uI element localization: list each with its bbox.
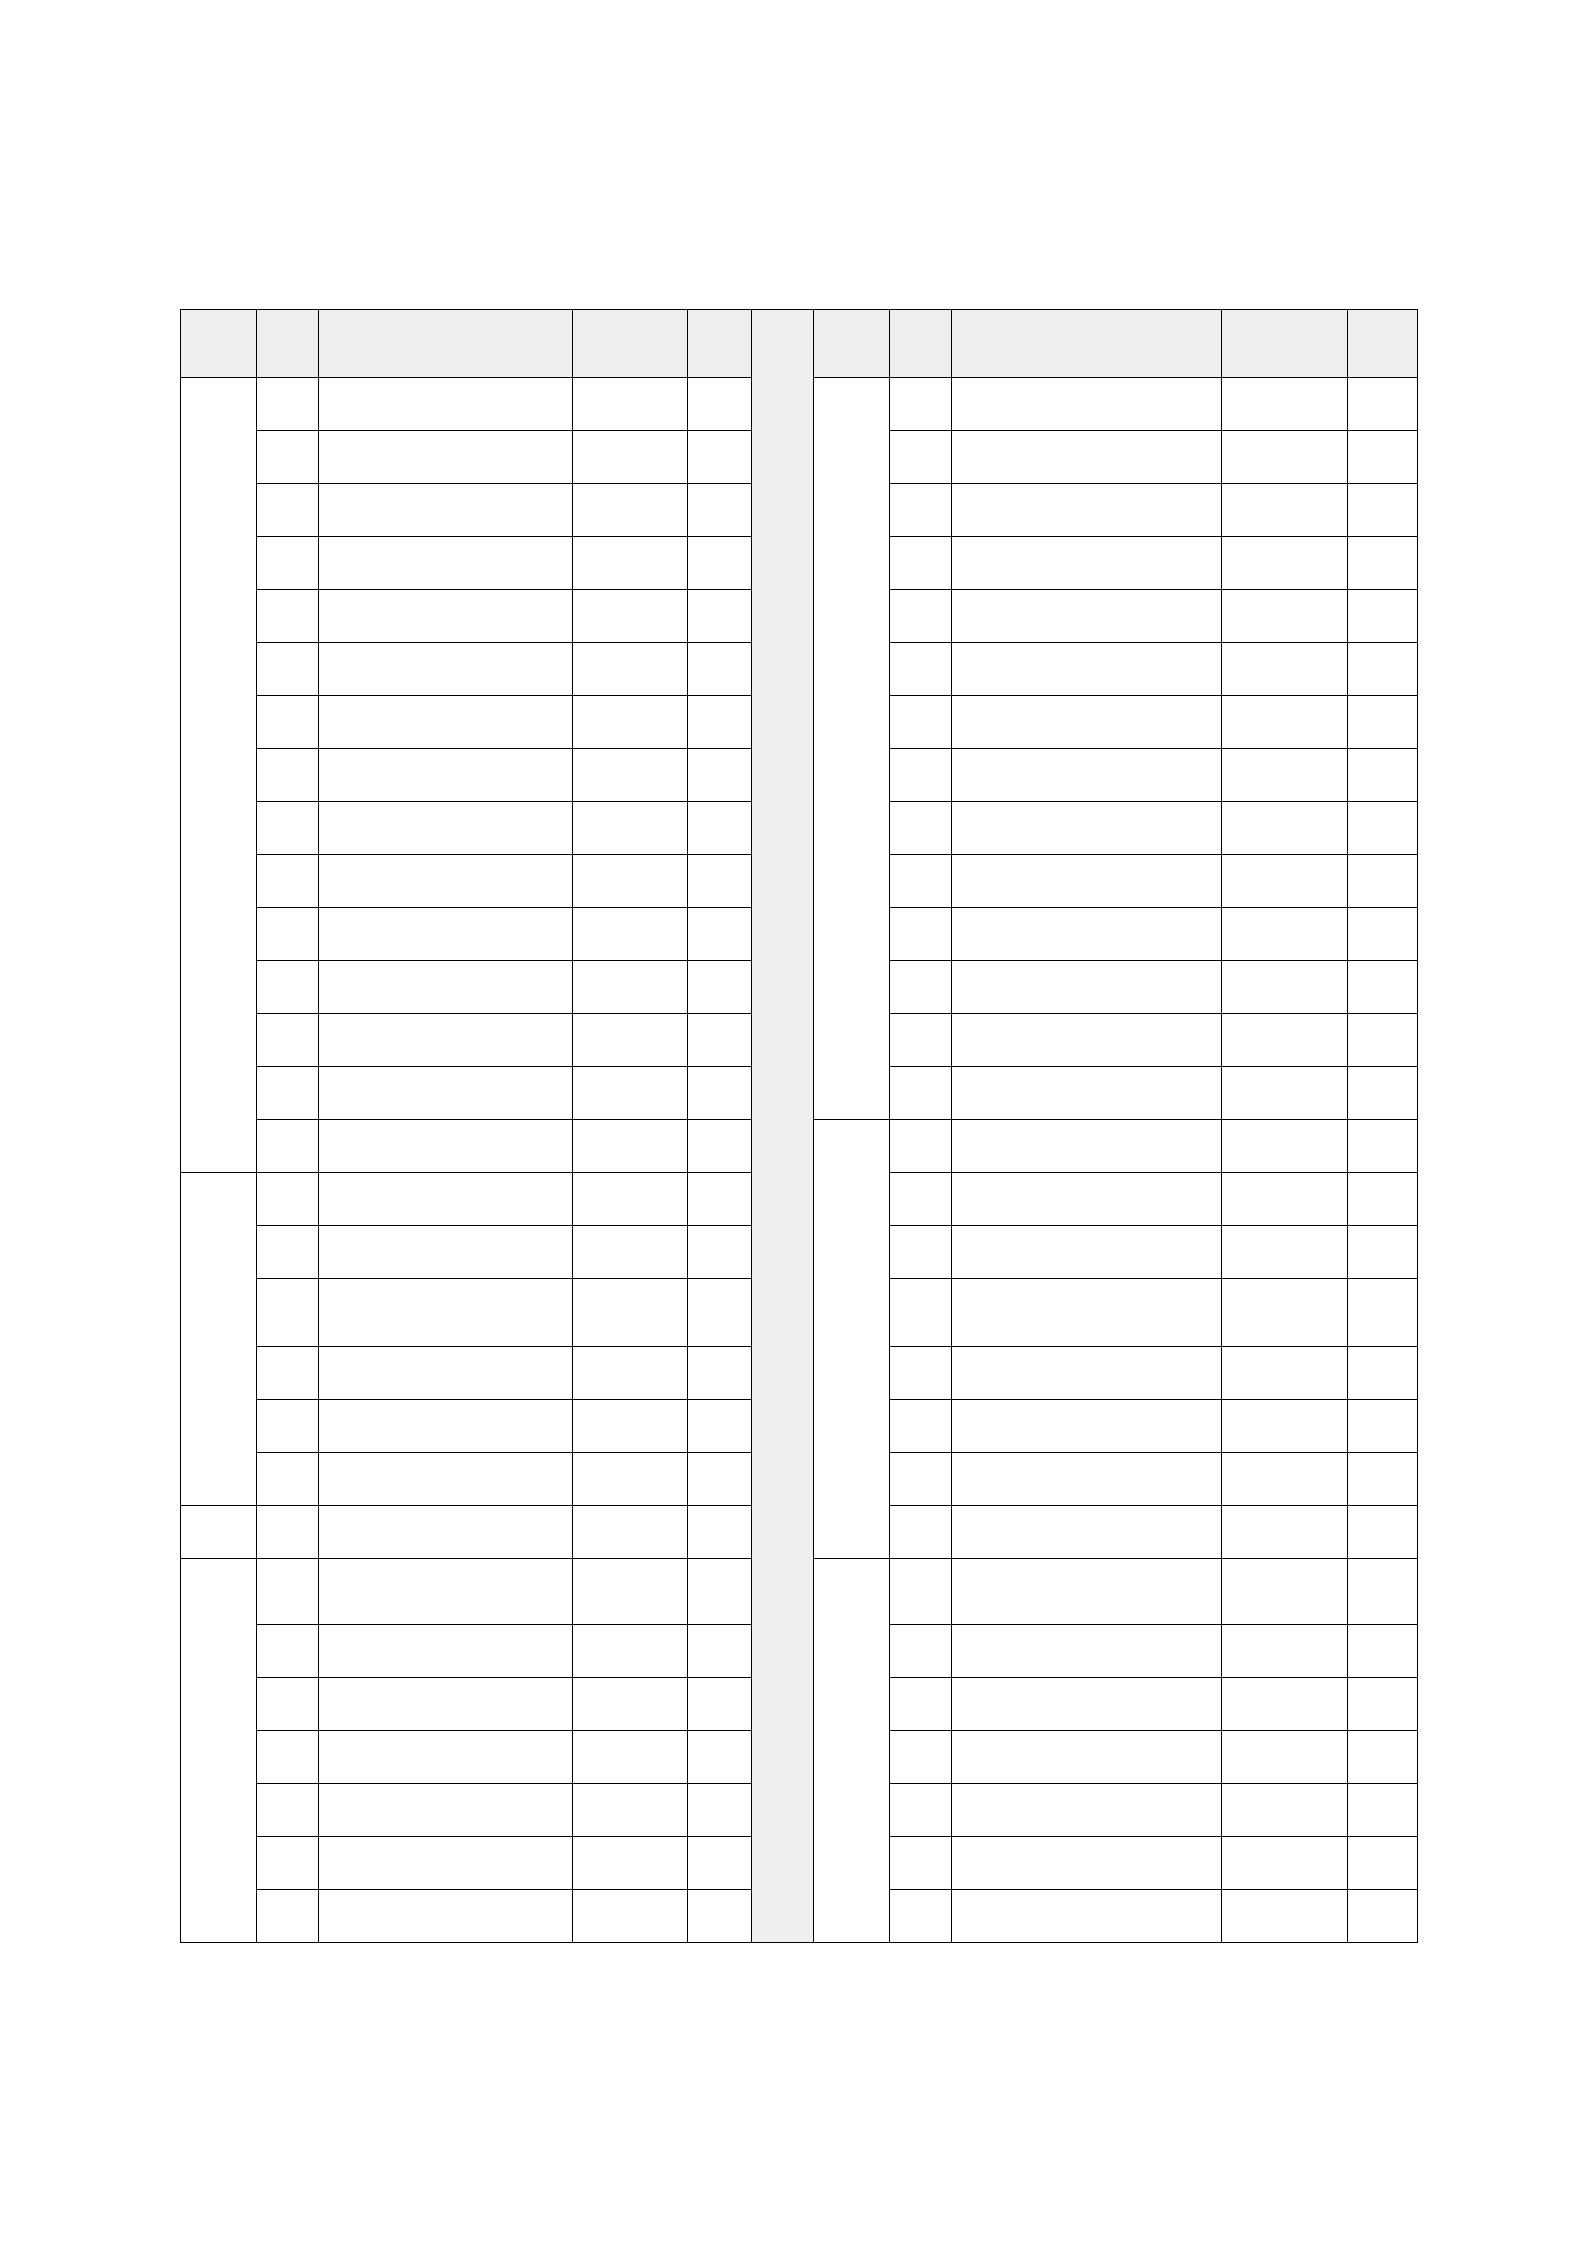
course-name	[319, 1173, 573, 1226]
course-name	[952, 1837, 1222, 1890]
header-course-name	[319, 310, 573, 378]
course-credit	[688, 908, 752, 961]
course-code	[1222, 1678, 1348, 1731]
course-code	[1222, 1731, 1348, 1784]
course-number	[257, 855, 319, 908]
course-number	[257, 484, 319, 537]
course-credit	[1348, 1279, 1418, 1347]
course-name	[952, 1890, 1222, 1943]
header-category	[814, 310, 890, 378]
course-credit	[1348, 643, 1418, 696]
course-number	[257, 1226, 319, 1279]
course-name	[952, 1678, 1222, 1731]
course-credit	[1348, 1731, 1418, 1784]
course-credit	[688, 1347, 752, 1400]
course-code	[1222, 1226, 1348, 1279]
course-number	[890, 908, 952, 961]
course-code	[1222, 1279, 1348, 1347]
course-name	[319, 1731, 573, 1784]
course-name	[319, 1784, 573, 1837]
course-number	[890, 1067, 952, 1120]
course-number	[257, 643, 319, 696]
course-code	[1222, 1559, 1348, 1625]
course-credit	[688, 749, 752, 802]
course-code	[1222, 1453, 1348, 1506]
course-credit	[688, 1120, 752, 1173]
course-credit	[688, 855, 752, 908]
course-code	[1222, 1837, 1348, 1890]
course-name	[319, 590, 573, 643]
course-name	[319, 1347, 573, 1400]
course-credit	[1348, 1226, 1418, 1279]
course-code	[1222, 643, 1348, 696]
course-credit	[1348, 590, 1418, 643]
category-cell	[181, 1559, 257, 1943]
course-credit	[1348, 378, 1418, 431]
course-code	[1222, 431, 1348, 484]
course-name	[319, 1837, 573, 1890]
course-number	[257, 1400, 319, 1453]
course-credit	[688, 1173, 752, 1226]
course-code	[573, 961, 688, 1014]
course-name	[319, 908, 573, 961]
course-number	[890, 1890, 952, 1943]
course-credit	[688, 1890, 752, 1943]
course-number	[890, 537, 952, 590]
course-code	[573, 802, 688, 855]
course-name	[952, 961, 1222, 1014]
course-number	[890, 1014, 952, 1067]
course-name	[319, 749, 573, 802]
course-name	[319, 378, 573, 431]
course-code	[573, 1067, 688, 1120]
course-name	[319, 696, 573, 749]
course-name	[952, 696, 1222, 749]
course-credit	[1348, 855, 1418, 908]
course-number	[890, 1559, 952, 1625]
course-number	[890, 590, 952, 643]
course-name	[319, 643, 573, 696]
course-code	[573, 1784, 688, 1837]
course-credit	[688, 537, 752, 590]
course-number	[257, 961, 319, 1014]
course-code	[1222, 802, 1348, 855]
course-code	[573, 1226, 688, 1279]
course-name	[952, 431, 1222, 484]
course-name	[952, 1014, 1222, 1067]
header-category	[181, 310, 257, 378]
course-number	[257, 431, 319, 484]
course-name	[952, 1731, 1222, 1784]
header-course-code	[1222, 310, 1348, 378]
course-code	[1222, 537, 1348, 590]
course-code	[573, 484, 688, 537]
course-number	[890, 1731, 952, 1784]
course-number	[257, 1453, 319, 1506]
course-credit	[1348, 431, 1418, 484]
course-credit	[1348, 1400, 1418, 1453]
course-code	[573, 855, 688, 908]
course-name	[952, 1226, 1222, 1279]
course-name	[319, 855, 573, 908]
course-number	[257, 1678, 319, 1731]
course-code	[573, 1400, 688, 1453]
course-number	[257, 1506, 319, 1559]
course-name	[952, 590, 1222, 643]
course-code	[1222, 696, 1348, 749]
course-number	[257, 749, 319, 802]
course-number	[890, 1173, 952, 1226]
course-credit	[1348, 1837, 1418, 1890]
course-number	[890, 643, 952, 696]
course-credit	[688, 1400, 752, 1453]
course-code	[573, 1453, 688, 1506]
course-credit	[688, 643, 752, 696]
course-name	[319, 484, 573, 537]
course-code	[1222, 749, 1348, 802]
course-name	[319, 961, 573, 1014]
course-number	[257, 1173, 319, 1226]
course-name	[952, 1347, 1222, 1400]
course-name	[319, 1678, 573, 1731]
course-credit	[1348, 1784, 1418, 1837]
course-credit	[1348, 1120, 1418, 1173]
course-name	[952, 1559, 1222, 1625]
course-number	[890, 1837, 952, 1890]
course-credit	[1348, 802, 1418, 855]
course-credit	[1348, 908, 1418, 961]
course-number	[257, 1067, 319, 1120]
category-cell	[814, 1120, 890, 1559]
course-name	[952, 802, 1222, 855]
course-number	[890, 1625, 952, 1678]
course-code	[1222, 484, 1348, 537]
course-name	[952, 749, 1222, 802]
course-name	[952, 643, 1222, 696]
course-code	[573, 1890, 688, 1943]
course-name	[952, 855, 1222, 908]
course-code	[573, 1173, 688, 1226]
course-credit	[1348, 1067, 1418, 1120]
course-code	[573, 1559, 688, 1625]
course-name	[952, 1173, 1222, 1226]
course-credit	[1348, 1014, 1418, 1067]
course-credit	[688, 431, 752, 484]
course-code	[1222, 908, 1348, 961]
course-name	[952, 1453, 1222, 1506]
course-code	[573, 1347, 688, 1400]
course-number	[257, 1625, 319, 1678]
course-code	[573, 1506, 688, 1559]
course-number	[890, 1784, 952, 1837]
category-cell	[181, 1506, 257, 1559]
course-number	[890, 431, 952, 484]
course-name	[319, 1014, 573, 1067]
course-code	[573, 643, 688, 696]
course-credit	[1348, 1625, 1418, 1678]
course-name	[952, 537, 1222, 590]
course-name	[319, 1559, 573, 1625]
course-number	[257, 537, 319, 590]
course-number	[890, 378, 952, 431]
course-credit	[688, 1678, 752, 1731]
course-name	[319, 1067, 573, 1120]
header-row	[181, 310, 1418, 378]
course-number	[257, 1559, 319, 1625]
course-number	[257, 802, 319, 855]
course-code	[1222, 378, 1348, 431]
course-number	[890, 1678, 952, 1731]
course-credit	[1348, 1173, 1418, 1226]
course-number	[257, 1347, 319, 1400]
course-code	[573, 1279, 688, 1347]
header-course-code	[573, 310, 688, 378]
course-number	[257, 378, 319, 431]
course-name	[319, 431, 573, 484]
course-code	[1222, 1014, 1348, 1067]
course-name	[952, 908, 1222, 961]
course-name	[952, 1067, 1222, 1120]
course-code	[1222, 1120, 1348, 1173]
course-number	[257, 1837, 319, 1890]
course-number	[257, 1890, 319, 1943]
course-number	[890, 855, 952, 908]
course-code	[1222, 1400, 1348, 1453]
course-code	[1222, 590, 1348, 643]
course-name	[952, 1400, 1222, 1453]
course-credit	[1348, 696, 1418, 749]
course-number	[890, 1506, 952, 1559]
course-credit	[1348, 1678, 1418, 1731]
course-number	[890, 1226, 952, 1279]
course-number	[257, 1731, 319, 1784]
course-code	[573, 1731, 688, 1784]
course-number	[890, 1120, 952, 1173]
course-number	[257, 908, 319, 961]
course-code	[1222, 1067, 1348, 1120]
category-cell	[814, 378, 890, 1120]
course-credit	[688, 802, 752, 855]
course-code	[1222, 1784, 1348, 1837]
course-code	[573, 1014, 688, 1067]
course-credit	[688, 1784, 752, 1837]
course-name	[319, 1120, 573, 1173]
course-code	[573, 590, 688, 643]
course-number	[890, 1279, 952, 1347]
course-number	[257, 696, 319, 749]
course-name	[952, 1625, 1222, 1678]
course-credit	[1348, 537, 1418, 590]
course-code	[573, 1625, 688, 1678]
header-course-name	[952, 310, 1222, 378]
course-number	[890, 802, 952, 855]
course-name	[319, 1400, 573, 1453]
course-number	[890, 1400, 952, 1453]
course-name	[319, 802, 573, 855]
course-number	[890, 1453, 952, 1506]
course-code	[1222, 1173, 1348, 1226]
course-number	[890, 961, 952, 1014]
course-name	[319, 1226, 573, 1279]
course-number	[890, 1347, 952, 1400]
course-credit	[1348, 1559, 1418, 1625]
course-name	[952, 1279, 1222, 1347]
course-code	[573, 1120, 688, 1173]
course-number	[257, 1014, 319, 1067]
course-credit	[1348, 749, 1418, 802]
course-credit	[688, 1453, 752, 1506]
course-credit	[1348, 1347, 1418, 1400]
course-name	[319, 1890, 573, 1943]
course-credit	[688, 1559, 752, 1625]
course-credit	[688, 484, 752, 537]
course-credit	[1348, 1890, 1418, 1943]
category-cell	[181, 378, 257, 1173]
course-name	[319, 1506, 573, 1559]
course-credit	[688, 1506, 752, 1559]
course-number	[257, 1279, 319, 1347]
column-divider	[752, 310, 814, 1943]
course-name	[952, 1120, 1222, 1173]
course-name	[952, 378, 1222, 431]
course-number	[890, 484, 952, 537]
course-credit	[688, 1625, 752, 1678]
course-credit	[688, 590, 752, 643]
category-cell	[814, 1559, 890, 1943]
course-name	[952, 484, 1222, 537]
course-code	[1222, 1347, 1348, 1400]
course-number	[257, 1784, 319, 1837]
course-credit	[688, 1837, 752, 1890]
course-code	[573, 431, 688, 484]
course-credit	[688, 1226, 752, 1279]
course-code	[573, 537, 688, 590]
course-credit	[688, 961, 752, 1014]
course-name	[952, 1506, 1222, 1559]
course-number	[257, 590, 319, 643]
course-credit	[688, 1014, 752, 1067]
course-number	[890, 696, 952, 749]
course-credit	[688, 1731, 752, 1784]
course-credit	[1348, 961, 1418, 1014]
course-code	[573, 908, 688, 961]
course-name	[319, 537, 573, 590]
course-name	[319, 1625, 573, 1678]
category-cell	[181, 1173, 257, 1506]
course-credit	[1348, 1453, 1418, 1506]
course-table	[180, 309, 1418, 1943]
course-code	[573, 1678, 688, 1731]
header-credit	[688, 310, 752, 378]
course-name	[952, 1784, 1222, 1837]
course-code	[1222, 1890, 1348, 1943]
course-number	[890, 749, 952, 802]
header-credit	[1348, 310, 1418, 378]
course-number	[257, 1120, 319, 1173]
course-credit	[688, 1067, 752, 1120]
course-credit	[1348, 1506, 1418, 1559]
course-credit	[688, 378, 752, 431]
course-name	[319, 1279, 573, 1347]
course-code	[1222, 961, 1348, 1014]
course-name	[319, 1453, 573, 1506]
course-code	[573, 378, 688, 431]
course-code	[1222, 1625, 1348, 1678]
header-number	[257, 310, 319, 378]
course-code	[1222, 1506, 1348, 1559]
course-code	[1222, 855, 1348, 908]
course-credit	[1348, 484, 1418, 537]
header-number	[890, 310, 952, 378]
course-code	[573, 749, 688, 802]
course-credit	[688, 1279, 752, 1347]
course-code	[573, 1837, 688, 1890]
course-code	[573, 696, 688, 749]
course-credit	[688, 696, 752, 749]
